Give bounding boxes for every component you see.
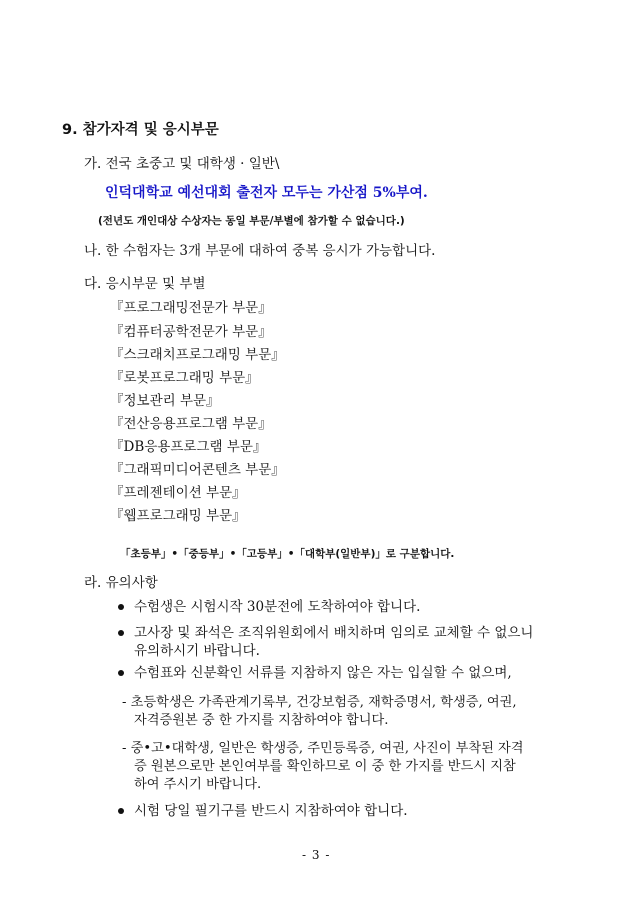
section-list-item: 『웹프로그래밍 부문』 [110,508,246,524]
section-list-item: 『DB응용프로그램 부문』 [110,439,267,455]
secondary-id-line3: 하여 주시기 바랍니다. [134,777,262,792]
section-list-item: 『전산응용프로그램 부문』 [110,416,272,432]
section-list-item: 『스크래치프로그래밍 부문』 [110,347,285,363]
secondary-id-line2: 증 원본으로만 본인여부를 확인하므로 이 중 한 가지를 반드시 지참 [134,759,516,774]
notice-writing-tools: 시험 당일 필기구를 반드시 지참하여야 합니다. [134,803,408,819]
section-list-item: 『프레젠테이션 부문』 [110,485,246,501]
item-na-label: 나. 한 수험자는 3개 부문에 대하여 중복 응시가 가능합니다. [84,243,436,259]
item-da-label: 다. 응시부문 및 부별 [84,276,206,292]
notice-seating-line2: 유의하시기 바랍니다. [134,643,260,659]
notice-id-documents: 수험표와 신분확인 서류를 지참하지 않은 자는 입실할 수 없으며, [134,665,512,681]
elementary-id-line1: - 초등학생은 가족관계기록부, 건강보험증, 재학증명서, 학생증, 여권, [122,695,517,710]
section-list-item: 『로봇프로그래밍 부문』 [110,370,259,386]
bullet-dot-icon [118,670,124,676]
notice-seating-line1: 고사장 및 좌석은 조직위원회에서 배치하며 임의로 교체할 수 없으니 [134,625,534,641]
page-number: - 3 - [302,848,331,862]
previous-winner-note: (전년도 개인대상 수상자는 동일 부문/부별에 참가할 수 없습니다.) [98,215,405,227]
section-list-item: 『프로그래밍전문가 부문』 [110,300,272,316]
section-list-item: 『정보관리 부문』 [110,393,220,409]
bullet-dot-icon [118,808,124,814]
elementary-id-line2: 자격증원본 중 한 가지를 지참하여야 합니다. [134,713,389,728]
bullet-dot-icon [118,630,124,636]
secondary-id-line1: - 중•고•대학생, 일반은 학생증, 주민등록증, 여권, 사진이 부착된 자격 [122,741,524,756]
item-ra-label: 라. 유의사항 [84,575,158,591]
highlight-bonus: 인덕대학교 예선대회 출전자 모두는 가산점 5%부여. [105,185,428,201]
notice-arrival: 수험생은 시험시작 30분전에 도착하여야 합니다. [134,599,421,615]
section-title: 9. 참가자격 및 응시부문 [62,122,219,138]
item-ga-label: 가. 전국 초중고 및 대학생 · 일반\ [84,156,280,172]
divisions-note: 「초등부」•「중등부」•「고등부」•「대학부(일반부)」로 구분합니다. [120,548,455,560]
section-list-item: 『그래픽미디어콘텐츠 부문』 [110,462,285,478]
bullet-dot-icon [118,604,124,610]
section-list-item: 『컴퓨터공학전문가 부문』 [110,324,272,340]
